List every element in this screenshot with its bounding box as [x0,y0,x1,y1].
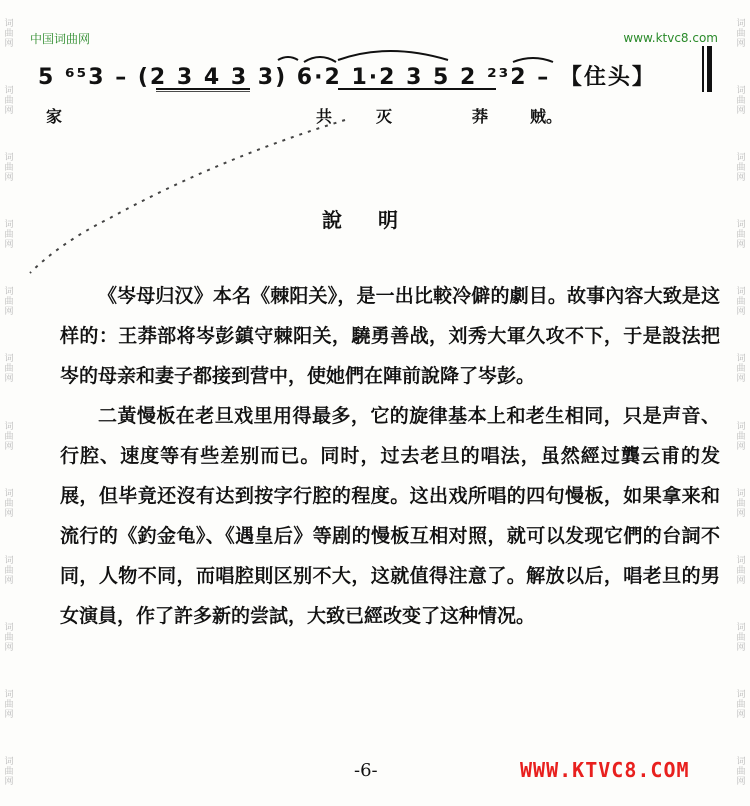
lyric-2: 共 [316,107,333,126]
scan-speckle-curve [20,118,350,278]
lyric-3: 灭 [376,107,393,126]
notation-text: 5 ⁶⁵3 – (2 3 4 3 3) 6·2 1·2 3 5 2 ²³2 – 【住头】 [38,65,656,90]
body-text [60,276,720,636]
page-number: -6- [354,760,378,781]
lyric-4: 莽 [472,107,489,126]
section-title: 說明 [322,208,434,232]
lyric-1: 家 [46,107,63,126]
jianpu-notation [38,48,718,92]
side-watermark-left: 词 曲 网 词 曲 网 词 曲 网 词 曲 网 词 曲 网 词 曲 网 词 曲 网 词 曲 网 词 曲 网 词 曲 网 词 曲 网 词 曲 网 [4,18,14,788]
watermark-bottom-url: WWW.KTVC8.COM [520,758,690,782]
side-watermark-right: 词 曲 网 词 曲 网 词 曲 网 词 曲 网 词 曲 网 词 曲 网 词 曲 网 词 曲 网 词 曲 网 词 曲 网 词 曲 网 词 曲 网 [736,18,746,788]
lyric-5: 贼。 [530,107,563,126]
final-barline [702,46,712,92]
watermark-site-url: www.ktvc8.com [623,31,718,45]
paragraph-2: 二黃慢板在老旦戏里用得最多，它的旋律基本上和老生相同，只是声音、行腔、速度等有些差别而已。同时，过去老旦的唱法，虽然經过龔云甫的发展，但毕竟还沒有达到按字行腔的程度。这出戏所唱的四句慢板，如果拿来和流行的《釣金龟》、《遇皇后》等剧的慢板互相对照，就可以发现它們的台詞不同，人物不同，而唱腔則区别不大，这就值得注意了。解放以后，唱老旦的男女演員，作了許多新的尝試，大致已經改变了这种情况。 [60,405,720,627]
watermark-site-name: 中国词曲网 [30,32,91,46]
paragraph-1: 《岑母归汉》本名《棘阳关》，是一出比較冷僻的劇目。故事內容大致是这样的：王莽部将岑彭鎮守棘阳关，驍勇善战，刘秀大軍久攻不下，于是設法把岑的母亲和妻子都接到营中，使她們在陣前說降了岑彭。 [60,285,720,387]
